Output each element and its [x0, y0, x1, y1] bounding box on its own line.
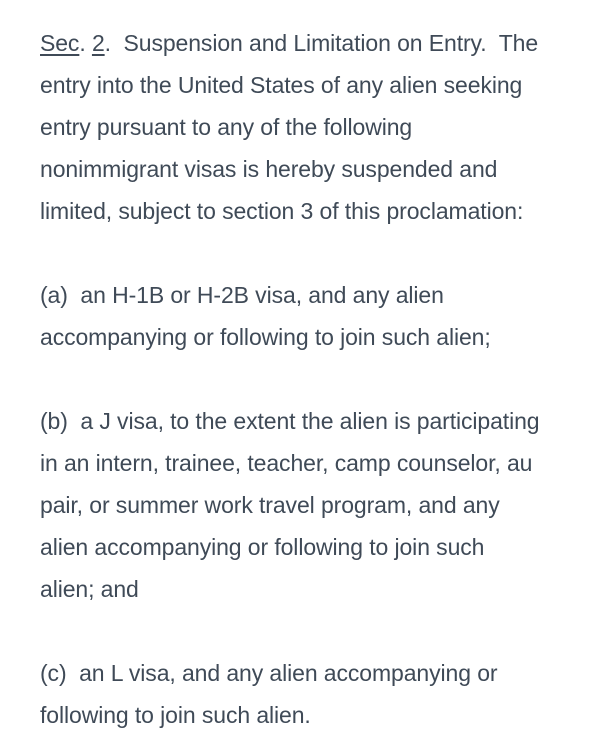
clause-a-line: (a) an H-1B or H-2B visa, and any alien [40, 282, 444, 308]
intro-line: entry pursuant to any of the following [40, 114, 413, 140]
clause-b-line: pair, or summer work travel program, and any [40, 492, 500, 518]
clause-a-paragraph [40, 274, 584, 358]
clause-a-line: accompanying or following to join such alien; [40, 324, 491, 350]
section-label: Sec [40, 30, 80, 56]
clause-c-paragraph [40, 652, 584, 736]
intro-paragraph [40, 22, 584, 232]
section-title-text: . Suspension and Limitation on Entry. The [104, 30, 539, 56]
section-number: 2 [91, 30, 105, 56]
intro-line: entry into the United States of any alien seeking [40, 72, 523, 98]
intro-line: limited, subject to section 3 of this proclamation: [40, 198, 524, 224]
clause-b-line: (b) a J visa, to the extent the alien is participating [40, 408, 540, 434]
clause-c-line: (c) an L visa, and any alien accompanying or [40, 660, 498, 686]
clause-b-line: alien; and [40, 576, 139, 602]
intro-line [40, 22, 584, 64]
section-label-separator: . [79, 30, 92, 56]
clause-c-line: following to join such alien. [40, 702, 311, 728]
clause-b-line: alien accompanying or following to join such [40, 534, 485, 560]
clause-b-line: in an intern, trainee, teacher, camp counselor, au [40, 450, 533, 476]
clause-b-paragraph [40, 400, 584, 610]
intro-line: nonimmigrant visas is hereby suspended and [40, 156, 498, 182]
